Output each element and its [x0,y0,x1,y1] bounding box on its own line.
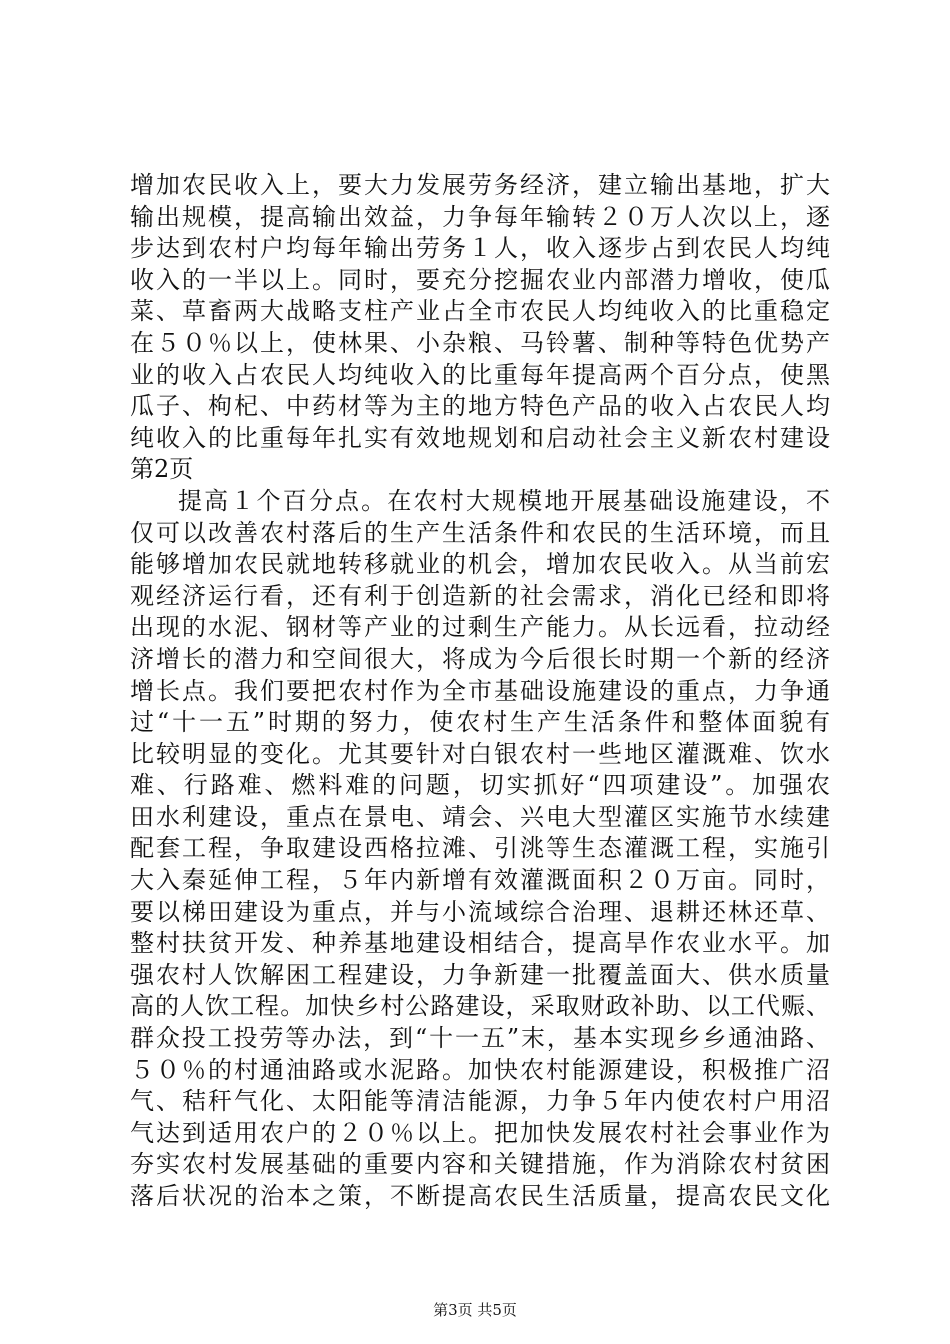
paragraph-first-line: 提高１个百分点。在农村大规模地开展基础设施建设，不 [178,486,830,515]
text-line: 难、行路难、燃料难的问题，切实抓好“四项建设”。加强农 [130,771,830,800]
body-text [130,170,830,1213]
text-line: 强农村人饮解困工程建设，力争新建一批覆盖面大、供水质量 [130,960,830,989]
text-line: 气、秸秆气化、太阳能等清洁能源，力争５年内使农村户用沼 [130,1087,830,1116]
text-line: 夯实农村发展基础的重要内容和关键措施，作为消除农村贫困 [130,1150,830,1179]
page-break-label: 第2页 [130,455,194,484]
text-line: 在５０％以上，使林果、小杂粮、马铃薯、制种等特色优势产 [130,328,830,357]
text-line: 要以梯田建设为重点，并与小流域综合治理、退耕还林还草、 [130,897,830,926]
text-line: 配套工程，争取建设西格拉滩、引洮等生态灌溉工程，实施引 [130,834,830,863]
text-line: 观经济运行看，还有利于创造新的社会需求，消化已经和即将 [130,581,830,610]
text-line: 步达到农村户均每年输出劳务１人，收入逐步占到农民人均纯 [130,234,830,263]
text-line: 出现的水泥、钢材等产业的过剩生产能力。从长远看，拉动经 [130,613,830,642]
text-line: 瓜子、枸杞、中药材等为主的地方特色产品的收入占农民人均 [130,392,830,421]
text-line: 纯收入的比重每年扎实有效地规划和启动社会主义新农村建设 [130,423,830,452]
text-line: 气达到适用农户的２０％以上。把加快发展农村社会事业作为 [130,1118,830,1147]
text-line: 大入秦延伸工程，５年内新增有效灌溉面积２０万亩。同时， [130,866,830,895]
text-line: 落后状况的治本之策，不断提高农民生活质量，提高农民文化 [130,1182,830,1210]
text-line: 田水利建设，重点在景电、靖会、兴电大型灌区实施节水续建 [130,802,830,831]
text-line: 过“十一五”时期的努力，使农村生产生活条件和整体面貌有 [130,708,830,737]
text-line: 整村扶贫开发、种养基地建设相结合，提高旱作农业水平。加 [130,929,830,958]
text-line: 增长点。我们要把农村作为全市基础设施建设的重点，力争通 [130,676,830,705]
text-line: 仅可以改善农村落后的生产生活条件和农民的生活环境，而且 [130,518,830,547]
text-line: 能够增加农民就地转移就业的机会，增加农民收入。从当前宏 [130,550,830,579]
text-line: 济增长的潜力和空间很大，将成为今后很长时期一个新的经济 [130,644,830,673]
text-line: 业的收入占农民人均纯收入的比重每年提高两个百分点，使黑 [130,360,830,389]
text-line: 群众投工投劳等办法，到“十一五”末，基本实现乡乡通油路、 [130,1024,830,1053]
text-line: 增加农民收入上，要大力发展劳务经济，建立输出基地，扩大 [130,171,830,199]
page-footer: 第3页 共5页 [433,1301,517,1319]
text-line: 菜、草畜两大战略支柱产业占全市农民人均纯收入的比重稳定 [130,297,830,326]
text-line: 输出规模，提高输出效益，力争每年输转２０万人次以上，逐 [130,202,830,231]
text-line: 收入的一半以上。同时，要充分挖掘农业内部潜力增收，使瓜 [130,265,830,294]
text-line: 比较明显的变化。尤其要针对白银农村一些地区灌溉难、饮水 [130,739,830,768]
text-line: ５０％的村通油路或水泥路。加快农村能源建设，积极推广沼 [130,1055,830,1084]
text-line: 高的人饮工程。加快乡村公路建设，采取财政补助、以工代赈、 [130,992,830,1021]
